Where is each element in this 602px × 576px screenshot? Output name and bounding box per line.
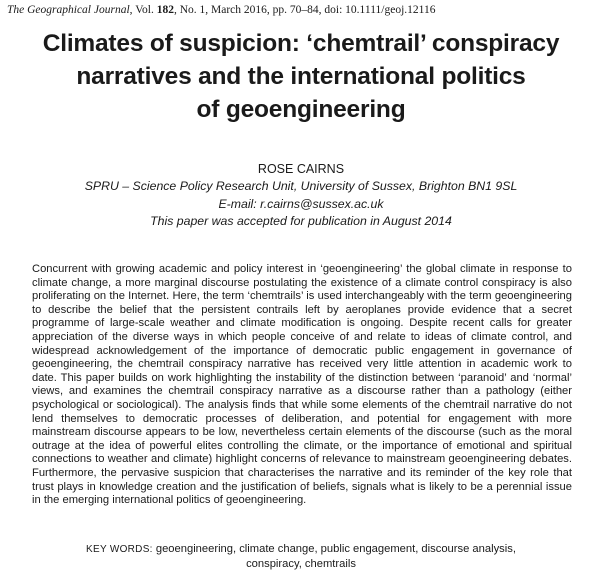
author-name: ROSE CAIRNS bbox=[257, 162, 345, 176]
abstract: Concurrent with growing academic and policy interest in ‘geoengineering’ the global climate in response to climate change, a more marginal discourse postulating the existence of a climate control conspiracy is also proliferating on the Internet. Here, the term ‘chemtrails’ is used interchangeably with the term geoengineering to describe the belief that the persistent contrails left by aeroplanes provide evidence that a secret programme of large-scale weather and climate modification is ongoing. Despite recent calls for greater appreciation of the diverse ways in which people conceive of and relate to ideas of climate control, and widespread acknowledgement of the importance of democratic public engagement in governance of geoengineering, the chemtrail conspiracy narrative has received very little attention in academic work to date. This paper builds on work highlighting the instability of the distinction between ‘paranoid’ and ‘normal’ views, and examines the chemtrail conspiracy narrative as a discourse rather than a pathology (either psychological or sociological). The analysis finds that while some elements of the chemtrail narrative do not lend themselves to democratic processes of deliberation, and potential for engagement with more mainstream discourse appears to be low, nevertheless certain elements of the discourse (such as the moral outrage at the idea of powerful elites controlling the climate, or the importance of emotional and spiritual connections to weather and climate) highlight concerns of relevance to mainstream geoengineering debates. Furthermore, the pervasive suspicion that characterises the narrative and its reminder of the key role that trust plays in knowledge creation and the justification of beliefs, signals what is likely to be a perennial issue in the emerging international politics of geoengineering. bbox=[32, 263, 572, 507]
institution: SPRU – Science Policy Research Unit, University of Sussex, Brighton BN1 9SL bbox=[84, 179, 518, 193]
keywords-label: KEY WORDS: bbox=[86, 544, 153, 555]
issue-details: , No. 1, March 2016, pp. 70–84, doi: 10.1111/geoj.12116 bbox=[173, 4, 436, 16]
title-line-2: narratives and the international politics bbox=[76, 63, 526, 90]
author-affiliation bbox=[0, 178, 602, 231]
title-line-1: Climates of suspicion: ‘chemtrail’ conspiracy bbox=[42, 30, 560, 57]
article-title bbox=[10, 27, 592, 126]
keywords-line-1: geoengineering, climate change, public engagement, discourse analysis, bbox=[152, 543, 516, 555]
journal-name: The Geographical Journal bbox=[7, 4, 130, 16]
keywords bbox=[60, 542, 542, 571]
title-line-3: of geoengineering bbox=[196, 96, 406, 123]
keywords-line-2: conspiracy, chemtrails bbox=[246, 558, 356, 570]
email: E-mail: r.cairns@sussex.ac.uk bbox=[218, 196, 384, 211]
volume-prefix: , Vol. bbox=[129, 4, 157, 16]
running-header bbox=[7, 3, 597, 17]
acceptance-note: This paper was accepted for publication in August 2014 bbox=[150, 214, 452, 228]
volume-number: 182 bbox=[156, 4, 174, 16]
